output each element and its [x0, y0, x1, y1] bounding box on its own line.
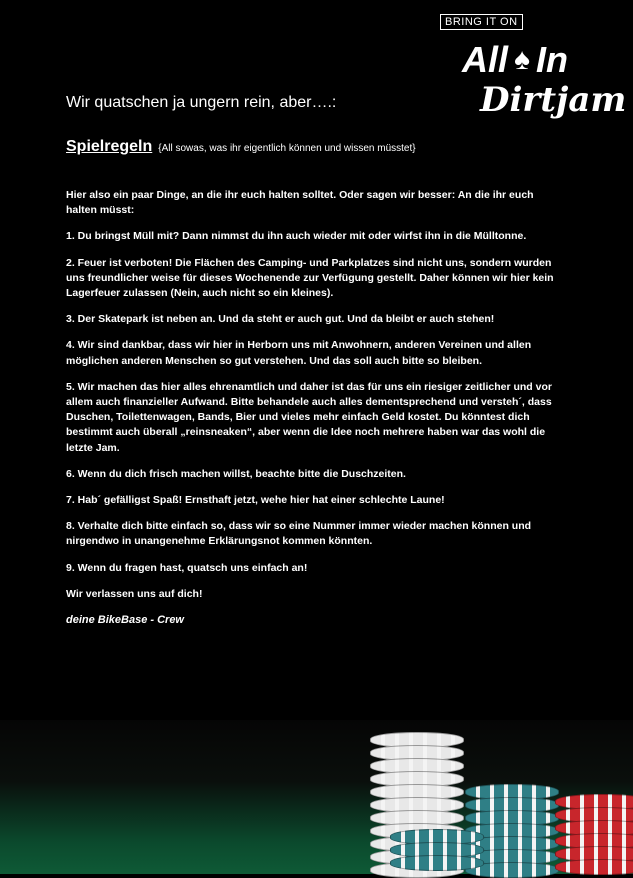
rule-4: 4. Wir sind dankbar, dass wir hier in Herborn uns mit Anwohnern, anderen Vereinen und allen möglichen anderen Menschen so gut verstehen. Und das soll auch bitte so bleiben.: [66, 339, 532, 367]
logo: [440, 14, 627, 120]
signature: deine BikeBase - Crew: [66, 614, 184, 627]
rule-9: 9. Wenn du fragen hast, quatsch uns einfach an!: [66, 561, 308, 574]
rule-1: 1. Du bringst Müll mit? Dann nimmst du ihn auch wieder mit oder wirfst ihn in die Mülltonne.: [66, 230, 527, 243]
page-title: Spielregeln: [66, 138, 153, 155]
spade-icon: ♠: [514, 43, 530, 76]
rule-8: 8. Verhalte dich bitte einfach so, dass wir so eine Nummer immer wieder machen können und nirgendwo in unangenehme Erklärungsnot kommen könnten.: [66, 520, 532, 548]
poker-chip: [390, 855, 484, 871]
logo-word-in: In: [535, 39, 568, 80]
rule-2: 2. Feuer ist verboten! Die Flächen des Camping- und Parkplatzes sind nicht uns, sondern wurden uns freundlicher weise für dieses Wochenende zur Verfügung gestellt. Daher können wir hier kein Lagerfeuer zulassen (Nein, auch nicht so ein kleines).: [66, 256, 554, 300]
logo-word-dirtjam: Dirtjam: [480, 80, 627, 120]
rule-7: 7. Hab´ gefälligst Spaß! Ernsthaft jetzt, wehe hier hat einer schlechte Laune!: [66, 494, 445, 507]
intro-heading: Wir quatschen ja ungern rein, aber….:: [66, 94, 337, 111]
page-subtitle: {All sowas, was ihr eigentlich können und wissen müsstet}: [158, 143, 416, 154]
rules-content: [66, 188, 566, 639]
rule-5: 5. Wir machen das hier alles ehrenamtlich und daher ist das für uns ein riesiger zeitlicher und vor allem auch finanzieller Aufwand. Bitte behandele auch alles dementsprechend und versteh´, dass Duschen, Toilettenwagen, Bands, Bier und vieles mehr einfach Geld kostet. Du könntest dich bestimmt auch überall „reinsneaken“, aber wenn die Idee noch mehrere haben war das wohl die letzte Jam.: [66, 380, 552, 454]
title-row: [66, 138, 416, 156]
logo-tagline: BRING IT ON: [440, 14, 523, 30]
logo-brand-line1: [462, 40, 568, 80]
closing-line: Wir verlassen uns auf dich!: [66, 587, 203, 600]
rule-6: 6. Wenn du dich frisch machen willst, beachte bitte die Duschzeiten.: [66, 467, 406, 480]
rule-3: 3. Der Skatepark ist neben an. Und da steht er auch gut. Und da bleibt er auch stehen!: [66, 313, 495, 326]
rules-intro: Hier also ein paar Dinge, an die ihr euch halten solltet. Oder sagen wir besser: An die ihr euch halten müsst:: [66, 189, 534, 217]
poker-chip: [555, 859, 633, 875]
logo-word-all: All: [462, 39, 509, 80]
